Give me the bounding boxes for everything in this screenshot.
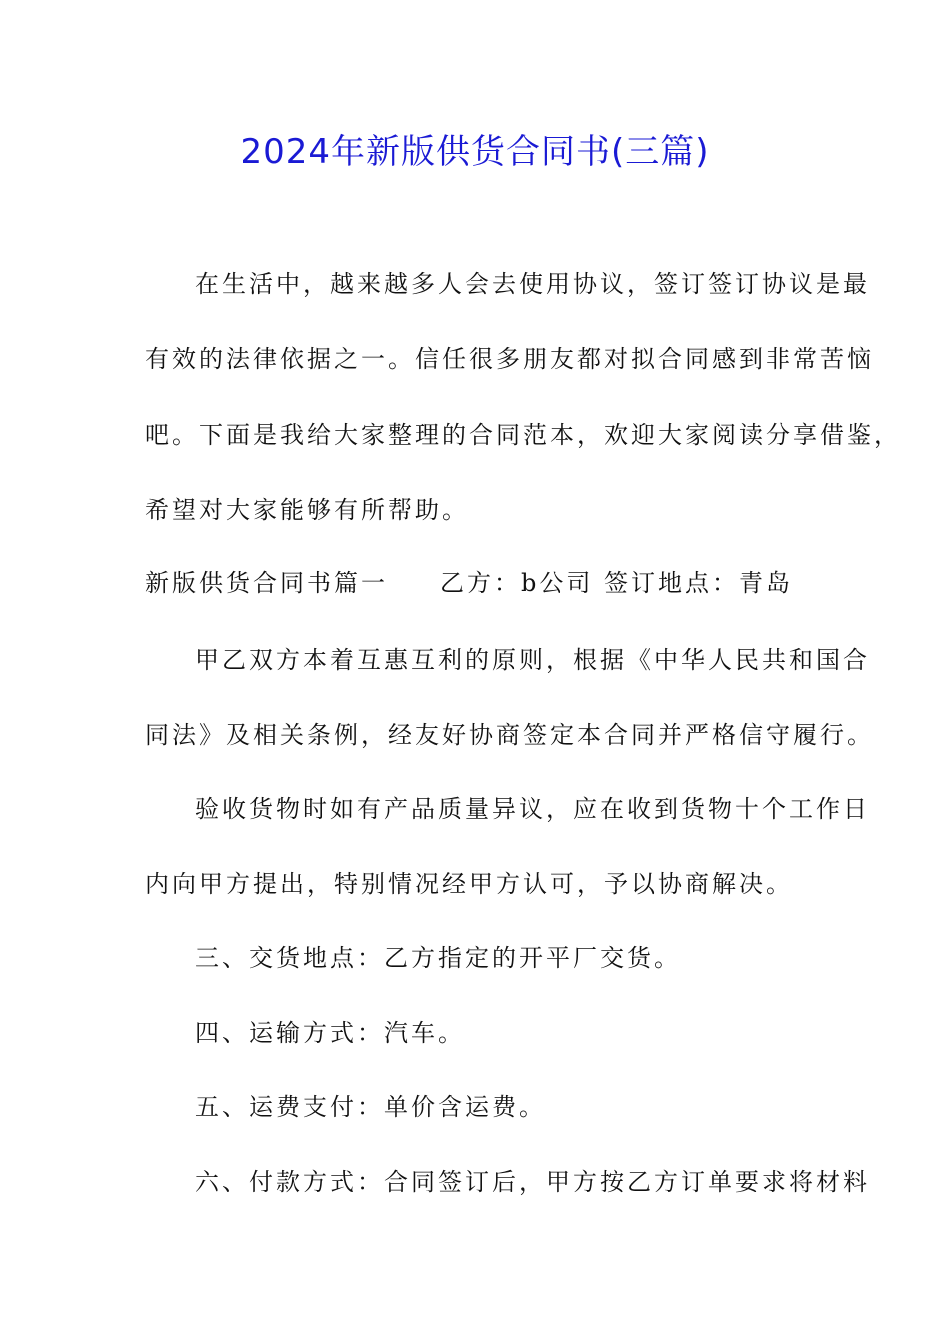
document-title: 2024年新版供货合同书(三篇) — [240, 132, 710, 172]
paragraph-line: 在生活中，越来越多人会去使用协议，签订签订协议是最 — [195, 270, 870, 298]
clause-transport: 四、运输方式：汽车。 — [195, 1019, 465, 1047]
paragraph-line: 希望对大家能够有所帮助。 — [145, 496, 469, 524]
paragraph-line: 同法》及相关条例，经友好协商签定本合同并严格信守履行。 — [145, 721, 874, 749]
section-heading-line — [145, 566, 793, 600]
paragraph-line: 吧。下面是我给大家整理的合同范本，欢迎大家阅读分享借鉴， — [145, 421, 901, 449]
clause-payment: 六、付款方式：合同签订后，甲方按乙方订单要求将材料 — [195, 1168, 870, 1196]
paragraph-line: 验收货物时如有产品质量异议，应在收到货物十个工作日 — [195, 795, 870, 823]
clause-delivery-location: 三、交货地点：乙方指定的开平厂交货。 — [195, 944, 681, 972]
paragraph-line: 内向甲方提出，特别情况经甲方认可，予以协商解决。 — [145, 870, 793, 898]
clause-freight: 五、运费支付：单价含运费。 — [195, 1093, 546, 1121]
paragraph-line: 甲乙双方本着互惠互利的原则，根据《中华人民共和国合 — [195, 646, 870, 674]
party-info: 乙方：b公司 签订地点：青岛 — [440, 569, 793, 597]
section-heading: 新版供货合同书篇一 — [145, 569, 388, 597]
paragraph-line: 有效的法律依据之一。信任很多朋友都对拟合同感到非常苦恼 — [145, 345, 874, 373]
